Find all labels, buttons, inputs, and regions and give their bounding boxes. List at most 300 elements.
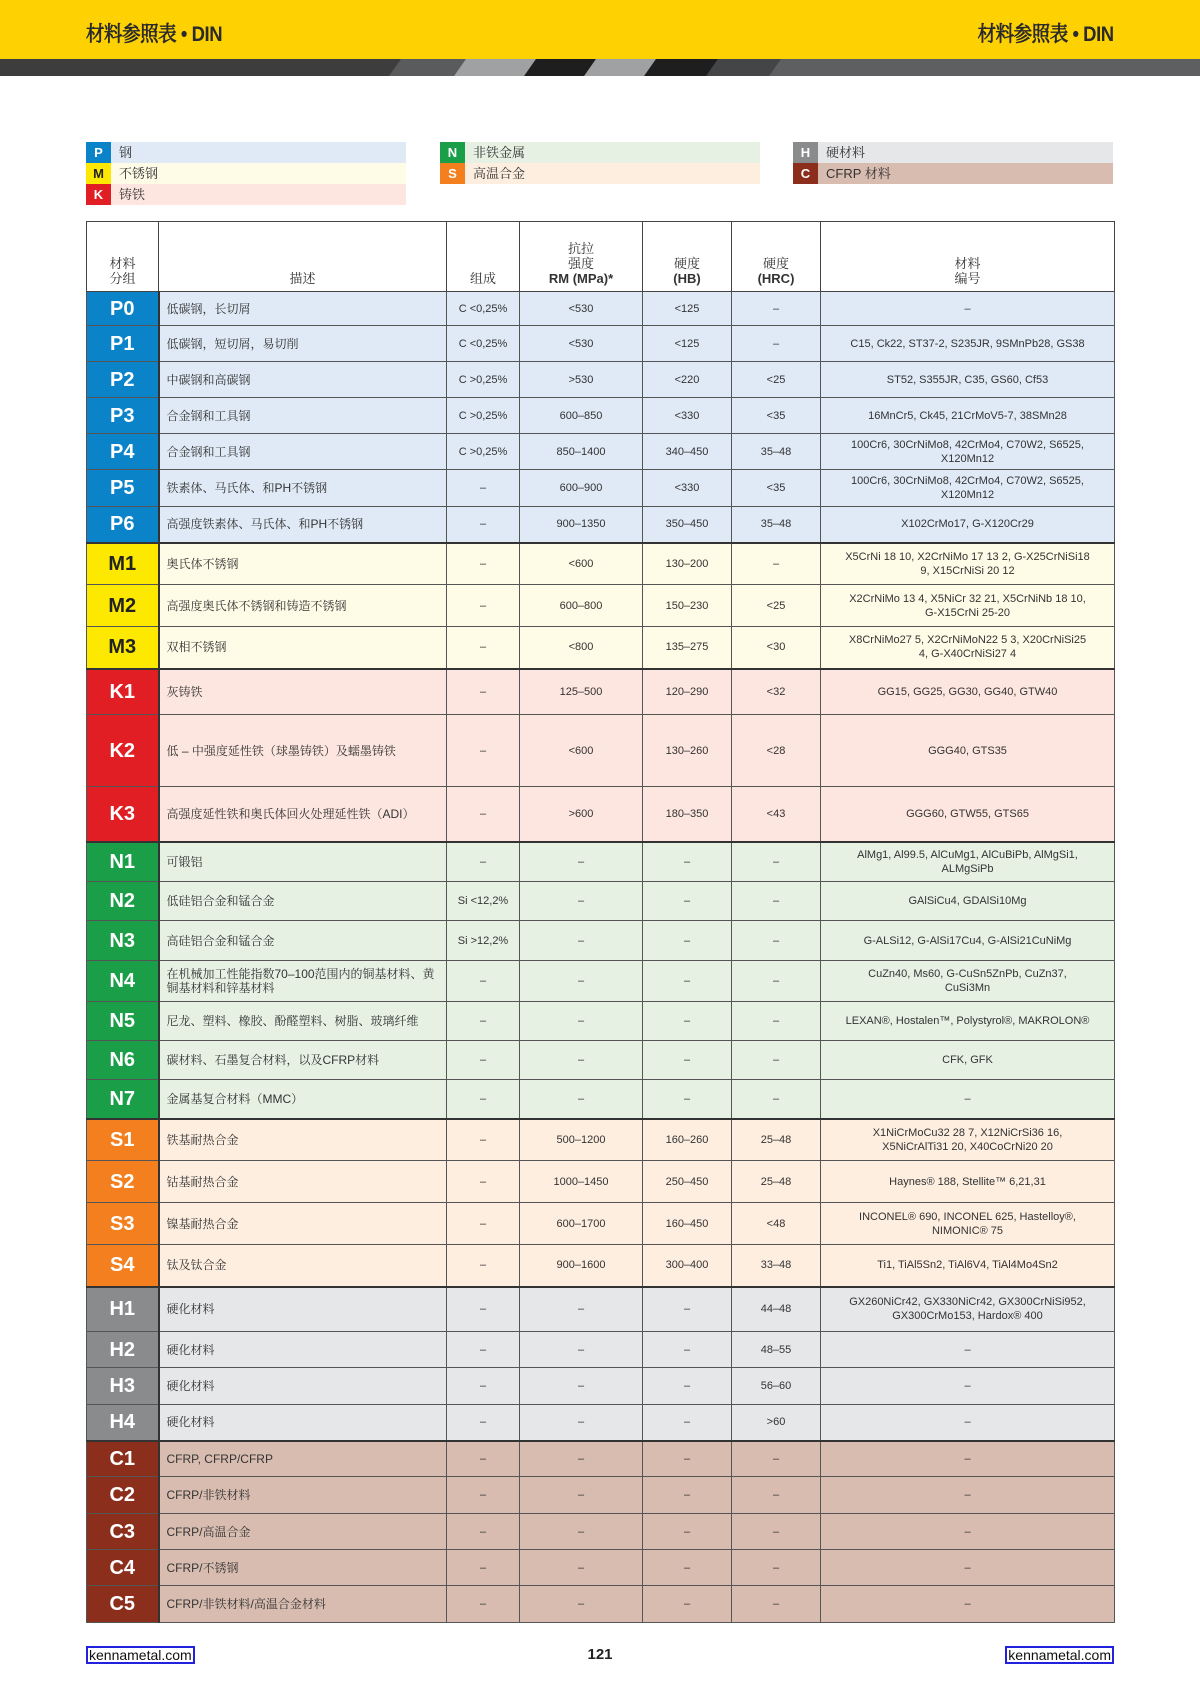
description-cell: 双相不锈钢 — [159, 627, 447, 669]
material-group-code: S1 — [87, 1119, 159, 1161]
composition-cell: – — [447, 842, 520, 882]
material-group-code: N2 — [87, 882, 159, 921]
legend-badge: N — [440, 142, 465, 163]
description-cell: 奥氏体不锈钢 — [159, 543, 447, 585]
table-row-c5 — [87, 1586, 1115, 1623]
legend-label: 高温合金 — [473, 166, 526, 181]
table-row-n5 — [87, 1002, 1115, 1041]
hardness-hb-cell: – — [643, 1287, 732, 1332]
description-cell: 硬化材料 — [159, 1368, 447, 1405]
tensile-strength-cell: 600–1700 — [520, 1203, 643, 1245]
description-cell: 低碳钢，长切屑 — [159, 292, 447, 326]
table-row-k1 — [87, 669, 1115, 715]
table-row-p1 — [87, 326, 1115, 362]
material-number-cell: – — [821, 1332, 1115, 1368]
description-cell: CFRP/不锈钢 — [159, 1550, 447, 1586]
tensile-strength-cell: – — [520, 1550, 643, 1586]
material-group-code: K2 — [87, 715, 159, 787]
header-hardness-hrc: 硬度 (HRC) — [732, 222, 821, 292]
composition-cell: – — [447, 585, 520, 627]
material-number-cell: CFK, GFK — [821, 1041, 1115, 1080]
legend-badge: H — [793, 142, 818, 163]
table-row-n3 — [87, 921, 1115, 961]
table-row-h1 — [87, 1287, 1115, 1332]
header-group: 材料 分组 — [87, 222, 159, 292]
table-row-c4 — [87, 1550, 1115, 1586]
composition-cell: – — [447, 1514, 520, 1550]
legend-badge: C — [793, 163, 818, 184]
composition-cell: – — [447, 1203, 520, 1245]
material-number-cell: Ti1, TiAl5Sn2, TiAl6V4, TiAl4Mo4Sn2 — [821, 1245, 1115, 1287]
description-cell: 高强度奥氏体不锈钢和铸造不锈钢 — [159, 585, 447, 627]
hardness-hrc-cell: – — [732, 1441, 821, 1477]
hardness-hb-cell: – — [643, 1002, 732, 1041]
hardness-hb-cell: – — [643, 921, 732, 961]
material-group-code: P3 — [87, 398, 159, 434]
hardness-hb-cell: <125 — [643, 326, 732, 362]
hardness-hb-cell: 250–450 — [643, 1161, 732, 1203]
tensile-strength-cell: – — [520, 1514, 643, 1550]
material-group-code: N7 — [87, 1080, 159, 1119]
material-number-cell: GX260NiCr42, GX330NiCr42, GX300CrNiSi952, GX300CrMo153, Hardox® 400 — [821, 1287, 1115, 1332]
description-cell: 低 – 中强度延性铁（球墨铸铁）及蠕墨铸铁 — [159, 715, 447, 787]
composition-cell: – — [447, 669, 520, 715]
legend-badge: M — [86, 163, 111, 184]
tensile-strength-cell: – — [520, 921, 643, 961]
hardness-hrc-cell: – — [732, 921, 821, 961]
description-cell: 低碳钢，短切屑，易切削 — [159, 326, 447, 362]
legend-label: 硬材料 — [826, 145, 866, 160]
hardness-hrc-cell: 25–48 — [732, 1161, 821, 1203]
hardness-hb-cell: 150–230 — [643, 585, 732, 627]
material-reference-table — [86, 221, 1115, 1623]
material-group-code: N5 — [87, 1002, 159, 1041]
hardness-hrc-cell: <48 — [732, 1203, 821, 1245]
tensile-strength-cell: – — [520, 1477, 643, 1514]
composition-cell: C <0,25% — [447, 292, 520, 326]
material-group-code: S3 — [87, 1203, 159, 1245]
table-row-p6 — [87, 507, 1115, 543]
material-number-cell: G-ALSi12, G-AlSi17Cu4, G-AlSi21CuNiMg — [821, 921, 1115, 961]
material-number-cell: – — [821, 1405, 1115, 1441]
material-group-code: N6 — [87, 1041, 159, 1080]
legend-badge: P — [86, 142, 111, 163]
table-row-p2 — [87, 362, 1115, 398]
description-cell: CFRP/非铁材料 — [159, 1477, 447, 1514]
decorative-stripe-band — [0, 59, 1200, 76]
composition-cell: – — [447, 1080, 520, 1119]
material-group-code: P2 — [87, 362, 159, 398]
page-title-right: 材料参照表 • DIN — [977, 23, 1114, 46]
hardness-hb-cell: – — [643, 1441, 732, 1477]
material-group-code: P0 — [87, 292, 159, 326]
tensile-strength-cell: 900–1600 — [520, 1245, 643, 1287]
hardness-hrc-cell: <25 — [732, 585, 821, 627]
material-group-code: H4 — [87, 1405, 159, 1441]
description-cell: 可锻铝 — [159, 842, 447, 882]
tensile-strength-cell: – — [520, 1368, 643, 1405]
table-row-s2 — [87, 1161, 1115, 1203]
hardness-hrc-cell: – — [732, 842, 821, 882]
material-group-code: H1 — [87, 1287, 159, 1332]
composition-cell: C <0,25% — [447, 326, 520, 362]
page-number: 121 — [587, 1646, 613, 1663]
table-row-c3 — [87, 1514, 1115, 1550]
table-row-s4 — [87, 1245, 1115, 1287]
description-cell: 铁素体、马氏体、和PH不锈钢 — [159, 470, 447, 507]
tensile-strength-cell: 600–850 — [520, 398, 643, 434]
composition-cell: C >0,25% — [447, 398, 520, 434]
footer-website-link-left[interactable]: kennametal.com — [86, 1646, 195, 1664]
stripe-decoration — [769, 59, 1200, 76]
table-row-p4 — [87, 434, 1115, 470]
hardness-hrc-cell: <43 — [732, 787, 821, 842]
header-composition: 组成 — [447, 222, 520, 292]
hardness-hrc-cell: <30 — [732, 627, 821, 669]
hardness-hrc-cell: – — [732, 1586, 821, 1623]
table-row-h2 — [87, 1332, 1115, 1368]
material-number-cell: GAlSiCu4, GDAlSi10Mg — [821, 882, 1115, 921]
material-number-cell: 100Cr6, 30CrNiMo8, 42CrMo4, C70W2, S6525, X120Mn12 — [821, 470, 1115, 507]
composition-cell: – — [447, 1041, 520, 1080]
legend-item-c — [793, 163, 1113, 184]
composition-cell: – — [447, 627, 520, 669]
material-number-cell: CuZn40, Ms60, G-CuSn5ZnPb, CuZn37, CuSi3Mn — [821, 961, 1115, 1002]
material-group-code: K3 — [87, 787, 159, 842]
hardness-hb-cell: <220 — [643, 362, 732, 398]
hardness-hb-cell: – — [643, 1368, 732, 1405]
tensile-strength-cell: – — [520, 1586, 643, 1623]
material-number-cell: X5CrNi 18 10, X2CrNiMo 17 13 2, G-X25CrNiSi18 9, X15CrNiSi 20 12 — [821, 543, 1115, 585]
material-number-cell: – — [821, 1586, 1115, 1623]
hardness-hb-cell: – — [643, 842, 732, 882]
hardness-hb-cell: – — [643, 1041, 732, 1080]
material-number-cell: – — [821, 1441, 1115, 1477]
table-row-h4 — [87, 1405, 1115, 1441]
description-cell: 碳材料、石墨复合材料，以及CFRP材料 — [159, 1041, 447, 1080]
description-cell: 低硅铝合金和锰合金 — [159, 882, 447, 921]
tensile-strength-cell: <600 — [520, 715, 643, 787]
legend-column-3 — [793, 142, 1113, 184]
composition-cell: – — [447, 1368, 520, 1405]
legend-item-h — [793, 142, 1113, 163]
table-row-c1 — [87, 1441, 1115, 1477]
composition-cell: – — [447, 1119, 520, 1161]
composition-cell: C >0,25% — [447, 434, 520, 470]
legend-label: 钢 — [119, 145, 133, 160]
composition-cell: – — [447, 1287, 520, 1332]
footer-website-link-right[interactable]: kennametal.com — [1005, 1646, 1114, 1664]
tensile-strength-cell: – — [520, 882, 643, 921]
material-number-cell: – — [821, 1477, 1115, 1514]
table-row-h3 — [87, 1368, 1115, 1405]
tensile-strength-cell: – — [520, 1041, 643, 1080]
page-header-bar — [0, 0, 1200, 59]
description-cell: CFRP/高温合金 — [159, 1514, 447, 1550]
material-number-cell: Haynes® 188, Stellite™ 6,21,31 — [821, 1161, 1115, 1203]
hardness-hb-cell: – — [643, 1332, 732, 1368]
hardness-hrc-cell: 48–55 — [732, 1332, 821, 1368]
composition-cell: – — [447, 543, 520, 585]
material-group-code: C5 — [87, 1586, 159, 1623]
legend-label: CFRP 材料 — [826, 166, 891, 181]
hardness-hrc-cell: 35–48 — [732, 507, 821, 543]
composition-cell: – — [447, 1161, 520, 1203]
legend-badge: S — [440, 163, 465, 184]
hardness-hb-cell: – — [643, 961, 732, 1002]
composition-cell: – — [447, 1441, 520, 1477]
hardness-hrc-cell: – — [732, 292, 821, 326]
material-group-code: P5 — [87, 470, 159, 507]
material-group-code: M3 — [87, 627, 159, 669]
description-cell: 高硅铝合金和锰合金 — [159, 921, 447, 961]
table-row-n1 — [87, 842, 1115, 882]
hardness-hb-cell: 350–450 — [643, 507, 732, 543]
hardness-hb-cell: – — [643, 1514, 732, 1550]
hardness-hrc-cell: – — [732, 1550, 821, 1586]
hardness-hb-cell: 160–260 — [643, 1119, 732, 1161]
composition-cell: – — [447, 1405, 520, 1441]
material-group-code: N1 — [87, 842, 159, 882]
description-cell: 灰铸铁 — [159, 669, 447, 715]
material-number-cell: GGG60, GTW55, GTS65 — [821, 787, 1115, 842]
composition-cell: – — [447, 1477, 520, 1514]
composition-cell: – — [447, 715, 520, 787]
material-number-cell: – — [821, 1550, 1115, 1586]
description-cell: 钛及钛合金 — [159, 1245, 447, 1287]
composition-cell: – — [447, 1586, 520, 1623]
tensile-strength-cell: <530 — [520, 292, 643, 326]
legend-item-s — [440, 163, 760, 184]
hardness-hrc-cell: 33–48 — [732, 1245, 821, 1287]
hardness-hrc-cell: <35 — [732, 470, 821, 507]
hardness-hrc-cell: >60 — [732, 1405, 821, 1441]
hardness-hrc-cell: 44–48 — [732, 1287, 821, 1332]
page-title-left: 材料参照表 • DIN — [86, 23, 223, 46]
hardness-hrc-cell: 56–60 — [732, 1368, 821, 1405]
header-hardness-hb: 硬度 (HB) — [643, 222, 732, 292]
legend-item-p — [86, 142, 406, 163]
hardness-hb-cell: 130–260 — [643, 715, 732, 787]
material-group-code: N4 — [87, 961, 159, 1002]
hardness-hrc-cell: <32 — [732, 669, 821, 715]
tensile-strength-cell: – — [520, 1002, 643, 1041]
material-number-cell: – — [821, 292, 1115, 326]
table-row-n2 — [87, 882, 1115, 921]
tensile-strength-cell: – — [520, 1405, 643, 1441]
tensile-strength-cell: <600 — [520, 543, 643, 585]
hardness-hb-cell: – — [643, 1477, 732, 1514]
hardness-hb-cell: 135–275 — [643, 627, 732, 669]
header-description: 描述 — [159, 222, 447, 292]
composition-cell: – — [447, 787, 520, 842]
header-material-number: 材料 编号 — [821, 222, 1115, 292]
hardness-hb-cell: – — [643, 1405, 732, 1441]
hardness-hrc-cell: – — [732, 1477, 821, 1514]
hardness-hb-cell: 160–450 — [643, 1203, 732, 1245]
description-cell: 在机械加工性能指数70–100范围内的铜基材料、黄铜基材料和锌基材料 — [159, 961, 447, 1002]
table-row-p3 — [87, 398, 1115, 434]
description-cell: 尼龙、塑料、橡胶、酚醛塑料、树脂、玻璃纤维 — [159, 1002, 447, 1041]
table-row-k3 — [87, 787, 1115, 842]
table-row-k2 — [87, 715, 1115, 787]
material-number-cell: GGG40, GTS35 — [821, 715, 1115, 787]
table-row-m1 — [87, 543, 1115, 585]
legend-item-k — [86, 184, 406, 205]
composition-cell: – — [447, 1002, 520, 1041]
tensile-strength-cell: 1000–1450 — [520, 1161, 643, 1203]
description-cell: 钴基耐热合金 — [159, 1161, 447, 1203]
composition-cell: – — [447, 961, 520, 1002]
material-number-cell: AlMg1, Al99.5, AlCuMg1, AlCuBiPb, AlMgSi1, ALMgSiPb — [821, 842, 1115, 882]
legend-label: 铸铁 — [119, 187, 146, 202]
description-cell: 铁基耐热合金 — [159, 1119, 447, 1161]
tensile-strength-cell: 600–800 — [520, 585, 643, 627]
hardness-hb-cell: – — [643, 1586, 732, 1623]
tensile-strength-cell: – — [520, 1287, 643, 1332]
composition-cell: C >0,25% — [447, 362, 520, 398]
material-group-code: P4 — [87, 434, 159, 470]
table-header-row — [87, 222, 1115, 292]
table-row-c2 — [87, 1477, 1115, 1514]
description-cell: 硬化材料 — [159, 1287, 447, 1332]
description-cell: 硬化材料 — [159, 1405, 447, 1441]
description-cell: 中碳钢和高碳钢 — [159, 362, 447, 398]
tensile-strength-cell: <800 — [520, 627, 643, 669]
composition-cell: – — [447, 1245, 520, 1287]
tensile-strength-cell: – — [520, 1332, 643, 1368]
material-number-cell: – — [821, 1080, 1115, 1119]
material-group-code: C1 — [87, 1441, 159, 1477]
material-group-code: C2 — [87, 1477, 159, 1514]
material-number-cell: LEXAN®, Hostalen™, Polystyrol®, MAKROLON® — [821, 1002, 1115, 1041]
material-group-code: M1 — [87, 543, 159, 585]
description-cell: 金属基复合材料（MMC） — [159, 1080, 447, 1119]
tensile-strength-cell: – — [520, 1441, 643, 1477]
description-cell: 镍基耐热合金 — [159, 1203, 447, 1245]
composition-cell: Si >12,2% — [447, 921, 520, 961]
material-group-code: H2 — [87, 1332, 159, 1368]
table-row-s1 — [87, 1119, 1115, 1161]
hardness-hrc-cell: <25 — [732, 362, 821, 398]
hardness-hb-cell: 340–450 — [643, 434, 732, 470]
tensile-strength-cell: >530 — [520, 362, 643, 398]
description-cell: 高强度铁素体、马氏体、和PH不锈钢 — [159, 507, 447, 543]
tensile-strength-cell: 600–900 — [520, 470, 643, 507]
legend-label: 非铁金属 — [473, 145, 526, 160]
material-group-code: H3 — [87, 1368, 159, 1405]
material-group-code: K1 — [87, 669, 159, 715]
legend-column-1 — [86, 142, 406, 205]
material-number-cell: X1NiCrMoCu32 28 7, X12NiCrSi36 16, X5NiCrAlTi31 20, X40CoCrNi20 20 — [821, 1119, 1115, 1161]
hardness-hrc-cell: 35–48 — [732, 434, 821, 470]
material-number-cell: X8CrNiMo27 5, X2CrNiMoN22 5 3, X20CrNiSi25 4, G-X40CrNiSi27 4 — [821, 627, 1115, 669]
material-number-cell: INCONEL® 690, INCONEL 625, Hastelloy®, NIMONIC® 75 — [821, 1203, 1115, 1245]
hardness-hrc-cell: – — [732, 543, 821, 585]
material-group-code: C4 — [87, 1550, 159, 1586]
hardness-hrc-cell: – — [732, 961, 821, 1002]
table-row-m2 — [87, 585, 1115, 627]
material-group-code: S4 — [87, 1245, 159, 1287]
material-group-code: P6 — [87, 507, 159, 543]
hardness-hb-cell: – — [643, 1080, 732, 1119]
table-row-n6 — [87, 1041, 1115, 1080]
hardness-hb-cell: 180–350 — [643, 787, 732, 842]
tensile-strength-cell: – — [520, 842, 643, 882]
hardness-hb-cell: 130–200 — [643, 543, 732, 585]
hardness-hrc-cell: <28 — [732, 715, 821, 787]
material-group-code: C3 — [87, 1514, 159, 1550]
tensile-strength-cell: 125–500 — [520, 669, 643, 715]
material-group-code: M2 — [87, 585, 159, 627]
material-number-cell: GG15, GG25, GG30, GG40, GTW40 — [821, 669, 1115, 715]
hardness-hrc-cell: – — [732, 1080, 821, 1119]
table-row-p5 — [87, 470, 1115, 507]
hardness-hrc-cell: <35 — [732, 398, 821, 434]
hardness-hb-cell: 120–290 — [643, 669, 732, 715]
tensile-strength-cell: 500–1200 — [520, 1119, 643, 1161]
table-row-p0 — [87, 292, 1115, 326]
legend-column-2 — [440, 142, 760, 184]
legend-label: 不锈钢 — [119, 166, 159, 181]
material-number-cell: X2CrNiMo 13 4, X5NiCr 32 21, X5CrNiNb 18 10, G-X15CrNi 25-20 — [821, 585, 1115, 627]
tensile-strength-cell: – — [520, 1080, 643, 1119]
hardness-hb-cell: 300–400 — [643, 1245, 732, 1287]
hardness-hb-cell: – — [643, 882, 732, 921]
tensile-strength-cell: – — [520, 961, 643, 1002]
table-row-n4 — [87, 961, 1115, 1002]
legend-badge: K — [86, 184, 111, 205]
hardness-hb-cell: – — [643, 1550, 732, 1586]
composition-cell: – — [447, 470, 520, 507]
legend-item-m — [86, 163, 406, 184]
hardness-hrc-cell: – — [732, 1514, 821, 1550]
header-tensile-strength: 抗拉 强度 RM (MPa)* — [520, 222, 643, 292]
hardness-hb-cell: <125 — [643, 292, 732, 326]
hardness-hb-cell: <330 — [643, 470, 732, 507]
hardness-hb-cell: <330 — [643, 398, 732, 434]
material-number-cell: – — [821, 1514, 1115, 1550]
description-cell: CFRP, CFRP/CFRP — [159, 1441, 447, 1477]
composition-cell: – — [447, 1332, 520, 1368]
material-group-code: P1 — [87, 326, 159, 362]
description-cell: 合金钢和工具钢 — [159, 398, 447, 434]
table-row-s3 — [87, 1203, 1115, 1245]
table-row-m3 — [87, 627, 1115, 669]
composition-cell: – — [447, 507, 520, 543]
hardness-hrc-cell: – — [732, 882, 821, 921]
tensile-strength-cell: <530 — [520, 326, 643, 362]
material-number-cell: 16MnCr5, Ck45, 21CrMoV5-7, 38SMn28 — [821, 398, 1115, 434]
composition-cell: Si <12,2% — [447, 882, 520, 921]
material-number-cell: 100Cr6, 30CrNiMo8, 42CrMo4, C70W2, S6525, X120Mn12 — [821, 434, 1115, 470]
description-cell: 硬化材料 — [159, 1332, 447, 1368]
composition-cell: – — [447, 1550, 520, 1586]
description-cell: 高强度延性铁和奥氏体回火处理延性铁（ADI） — [159, 787, 447, 842]
tensile-strength-cell: >600 — [520, 787, 643, 842]
tensile-strength-cell: 900–1350 — [520, 507, 643, 543]
hardness-hrc-cell: 25–48 — [732, 1119, 821, 1161]
legend-item-n — [440, 142, 760, 163]
description-cell: CFRP/非铁材料/高温合金材料 — [159, 1586, 447, 1623]
material-number-cell: X102CrMo17, G-X120Cr29 — [821, 507, 1115, 543]
material-number-cell: C15, Ck22, ST37-2, S235JR, 9SMnPb28, GS38 — [821, 326, 1115, 362]
hardness-hrc-cell: – — [732, 326, 821, 362]
table-row-n7 — [87, 1080, 1115, 1119]
material-group-code: N3 — [87, 921, 159, 961]
hardness-hrc-cell: – — [732, 1041, 821, 1080]
material-number-cell: ST52, S355JR, C35, GS60, Cf53 — [821, 362, 1115, 398]
